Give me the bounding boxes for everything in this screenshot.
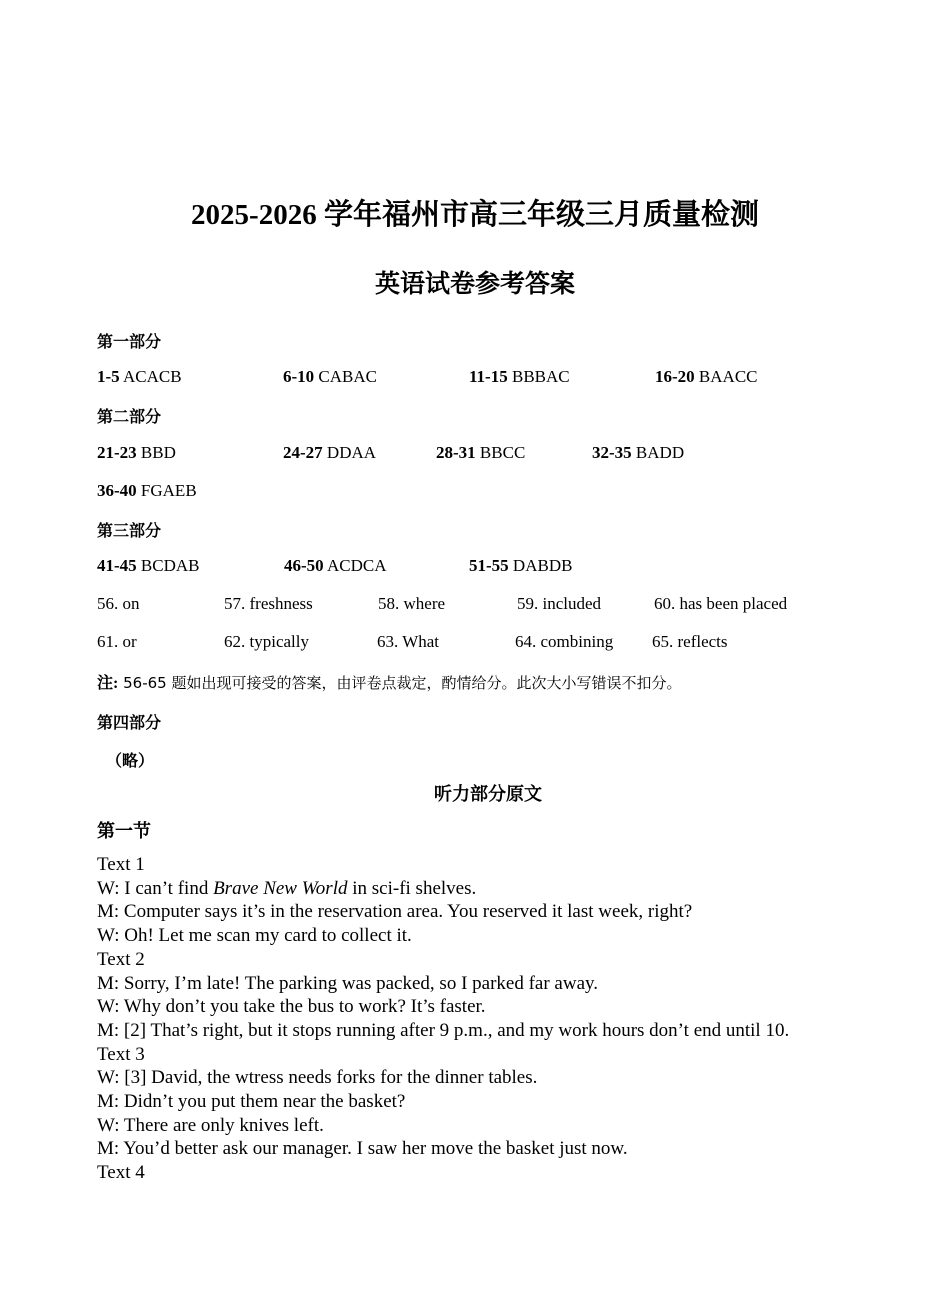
transcript-line: W: Why don’t you take the bus to work? It’s faster. xyxy=(97,996,486,1018)
transcript-line: Text 3 xyxy=(97,1043,145,1065)
answer-group xyxy=(97,443,176,463)
answer-range: 41-45 xyxy=(97,556,137,575)
answer-range: 46-50 xyxy=(284,556,324,575)
part1-heading: 第一部分 xyxy=(97,332,162,351)
transcript-line: W: [3] David, the wtress needs forks for the dinner tables. xyxy=(97,1067,538,1089)
fill-answer: 60. has been placed xyxy=(654,594,788,613)
answer-range: 1-5 xyxy=(97,367,120,386)
part4-omitted: （略） xyxy=(106,751,155,770)
answer-range: 24-27 xyxy=(283,443,323,462)
transcript-line: M: Sorry, I’m late! The parking was packed, so I parked far away. xyxy=(97,972,599,994)
part3-answer-row xyxy=(0,556,950,578)
transcript-line: M: Computer says it’s in the reservation area. You reserved it last week, right? xyxy=(97,901,693,923)
part4-heading: 第四部分 xyxy=(97,713,162,732)
listening-transcript xyxy=(97,853,789,1185)
fill-answer: 65. reflects xyxy=(652,632,728,651)
answer-range: 6-10 xyxy=(283,367,315,386)
transcript-line: Text 2 xyxy=(97,948,145,970)
answer-group xyxy=(655,367,758,387)
document-title: 2025-2026 学年福州市高三年级三月质量检测 xyxy=(191,199,759,231)
answer-range: 28-31 xyxy=(436,443,476,462)
answer-letters: ACDCA xyxy=(326,556,387,575)
answer-letters: BBD xyxy=(140,443,176,462)
answer-range: 21-23 xyxy=(97,443,137,462)
answer-letters: ACACB xyxy=(122,367,182,386)
document-subtitle: 英语试卷参考答案 xyxy=(374,271,575,298)
transcript-line: W: Oh! Let me scan my card to collect it. xyxy=(97,925,412,947)
note-label: 注: xyxy=(97,675,119,692)
fill-answer: 63. What xyxy=(377,632,440,651)
transcript-line: M: [2] That’s right, but it stops running after 9 p.m., and my work hours don’t end until 10. xyxy=(97,1019,790,1041)
answer-group xyxy=(436,443,525,463)
part3-heading: 第三部分 xyxy=(97,521,162,540)
fill-answer: 59. included xyxy=(517,594,602,613)
answer-letters: BBBAC xyxy=(511,367,570,386)
part2-answer-row xyxy=(0,443,950,465)
fill-answer: 61. or xyxy=(97,632,137,651)
part2-answer-row xyxy=(0,481,950,503)
transcript-line: M: You’d better ask our manager. I saw her move the basket just now. xyxy=(97,1138,628,1160)
answer-group xyxy=(469,556,572,576)
scoring-note xyxy=(97,670,681,693)
answer-group xyxy=(469,367,570,387)
transcript-line: Text 4 xyxy=(97,1162,145,1184)
answer-range: 16-20 xyxy=(655,367,695,386)
transcript-line: W: There are only knives left. xyxy=(97,1114,324,1136)
transcript-line: Text 1 xyxy=(97,854,145,875)
book-title: Brave New World xyxy=(213,877,348,899)
answer-group xyxy=(283,443,376,463)
listening-section-heading: 第一节 xyxy=(97,821,151,842)
answer-range: 32-35 xyxy=(592,443,632,462)
fill-answer: 58. where xyxy=(378,594,446,613)
answer-letters: BCDAB xyxy=(140,556,200,575)
answer-group xyxy=(284,556,387,576)
answer-letters: CABAC xyxy=(318,367,377,386)
transcript-line: W: I can’t find Brave New World in sci-fi shelves. xyxy=(97,877,477,899)
fill-answer-row xyxy=(0,632,950,654)
transcript-line: M: Didn’t you put them near the basket? xyxy=(97,1091,406,1113)
answer-range: 51-55 xyxy=(469,556,509,575)
answer-letters: DDAA xyxy=(326,443,377,462)
fill-answer: 64. combining xyxy=(515,632,614,651)
answer-group xyxy=(97,481,197,501)
answer-letters: DABDB xyxy=(512,556,573,575)
part2-heading: 第二部分 xyxy=(97,407,162,426)
fill-answer: 62. typically xyxy=(224,632,309,651)
part1-answer-row xyxy=(0,367,950,389)
fill-answer: 56. on xyxy=(97,594,140,613)
answer-letters: BAACC xyxy=(698,367,758,386)
answer-letters: BBCC xyxy=(479,443,526,462)
answer-range: 11-15 xyxy=(469,367,508,386)
fill-answer-row xyxy=(0,594,950,616)
answer-group xyxy=(592,443,684,463)
answer-letters: FGAEB xyxy=(140,481,197,500)
answer-range: 36-40 xyxy=(97,481,137,500)
answer-group xyxy=(283,367,377,387)
listening-title: 听力部分原文 xyxy=(434,784,542,805)
answer-group xyxy=(97,556,200,576)
answer-letters: BADD xyxy=(635,443,685,462)
fill-answer: 57. freshness xyxy=(224,594,313,613)
note-text: 56-65 题如出现可接受的答案，由评卷点裁定，酌情给分。此次大小写错误不扣分。 xyxy=(118,674,682,692)
answer-group xyxy=(97,367,182,387)
